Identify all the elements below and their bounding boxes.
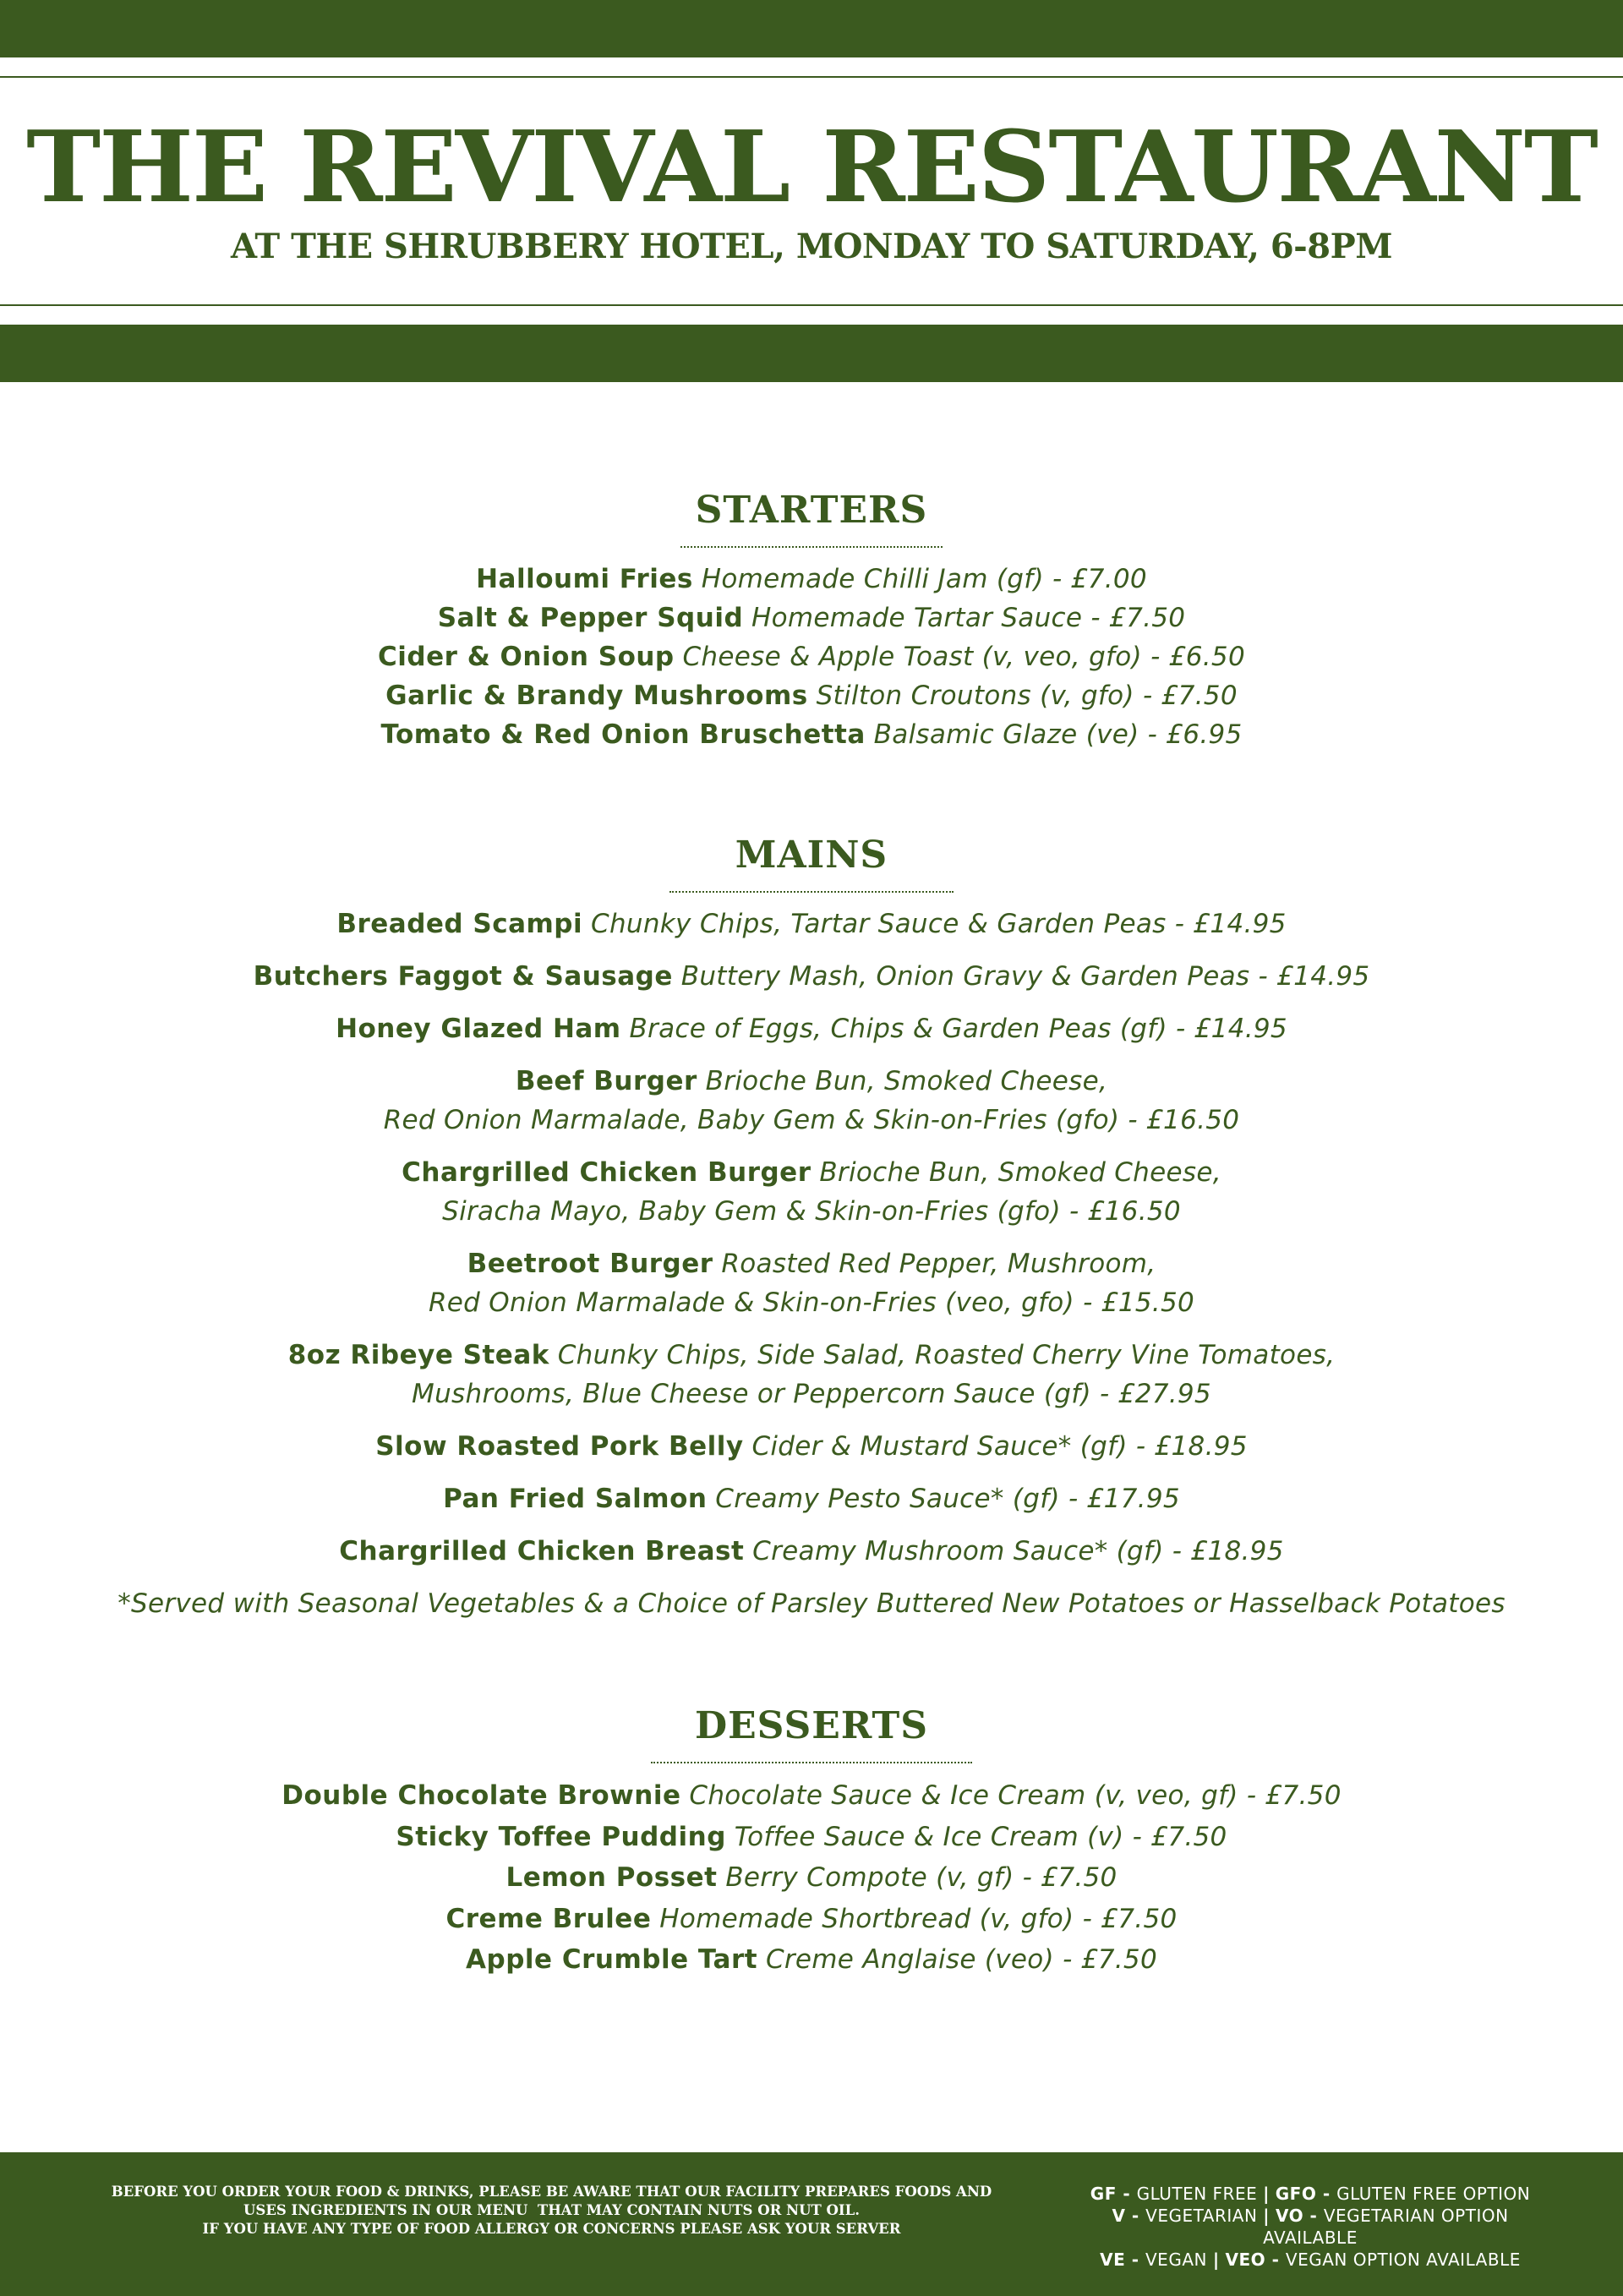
menu-item xyxy=(0,676,1623,715)
item-name: Beetroot Burger xyxy=(467,1249,713,1279)
menu-item xyxy=(0,715,1623,754)
item-name: Honey Glazed Ham xyxy=(336,1014,621,1044)
menu-item xyxy=(0,599,1623,637)
menu-item xyxy=(0,1857,1623,1899)
item-name: Pan Fried Salmon xyxy=(443,1484,708,1514)
mains-footnote: *Served with Seasonal Vegetables & a Choice of Parsley Buttered New Potatoes or Hasselback Potatoes xyxy=(117,1588,1506,1619)
menu-item xyxy=(0,957,1623,996)
item-name: Cider & Onion Soup xyxy=(378,642,675,672)
menu-item xyxy=(0,1939,1623,1981)
item-description-continued: Mushrooms, Blue Cheese or Peppercorn Sauce (gf) - £27.95 xyxy=(412,1379,1211,1409)
item-name: Creme Brulee xyxy=(445,1903,652,1934)
header-bottom-rule xyxy=(0,304,1623,306)
menu-item xyxy=(0,1775,1623,1817)
item-description: Brioche Bun, Smoked Cheese, xyxy=(819,1157,1221,1188)
legend-label: VEGETARIAN OPTION AVAILABLE xyxy=(1263,2206,1509,2248)
item-name: Garlic & Brandy Mushrooms xyxy=(385,681,808,711)
item-name: Sticky Toffee Pudding xyxy=(396,1821,726,1852)
item-description: Berry Compote (v, gf) - £7.50 xyxy=(725,1862,1118,1893)
legend-code: VO xyxy=(1275,2206,1304,2226)
item-description: Brioche Bun, Smoked Cheese, xyxy=(705,1066,1108,1096)
item-description: Toffee Sauce & Ice Cream (v) - £7.50 xyxy=(734,1821,1227,1852)
footer-band xyxy=(0,2152,1623,2296)
desserts-heading: DESSERTS xyxy=(694,1704,929,1747)
item-name: Tomato & Red Onion Bruschetta xyxy=(380,719,866,750)
header-top-rule xyxy=(0,76,1623,78)
item-description: Creamy Pesto Sauce* (gf) - £17.95 xyxy=(715,1484,1180,1514)
legend-label: VEGAN xyxy=(1145,2250,1207,2270)
starters-divider xyxy=(680,546,943,548)
item-name: Slow Roasted Pork Belly xyxy=(375,1431,744,1462)
item-description: Homemade Chilli Jam (gf) - £7.00 xyxy=(701,564,1147,594)
legend-label: GLUTEN FREE xyxy=(1136,2184,1258,2204)
item-name: Double Chocolate Brownie xyxy=(281,1780,681,1811)
item-name: Lemon Posset xyxy=(505,1862,718,1893)
item-name: Chargrilled Chicken Burger xyxy=(402,1157,812,1188)
menu-item xyxy=(0,1153,1623,1231)
item-name: Butchers Faggot & Sausage xyxy=(253,961,673,992)
item-description: Stilton Croutons (v, gfo) - £7.50 xyxy=(816,681,1238,711)
menu-item xyxy=(0,560,1623,599)
restaurant-subtitle: AT THE SHRUBBERY HOTEL, MONDAY TO SATURDAY, 6-8PM xyxy=(231,227,1392,266)
item-description: Roasted Red Pepper, Mushroom, xyxy=(721,1249,1156,1279)
menu-item xyxy=(0,1899,1623,1940)
item-description: Chocolate Sauce & Ice Cream (v, veo, gf) - £7.50 xyxy=(689,1780,1342,1811)
menu-item xyxy=(0,1479,1623,1518)
header-band xyxy=(0,325,1623,382)
item-description: Chunky Chips, Side Salad, Roasted Cherry Vine Tomatoes, xyxy=(557,1340,1336,1370)
menu-item xyxy=(0,1009,1623,1048)
legend-label: VEGAN OPTION AVAILABLE xyxy=(1285,2250,1521,2270)
legend-code: GF xyxy=(1090,2184,1117,2204)
legend-code: GFO xyxy=(1275,2184,1317,2204)
item-name: Apple Crumble Tart xyxy=(466,1944,758,1975)
menu-item xyxy=(0,1244,1623,1322)
mains-heading: MAINS xyxy=(735,834,888,877)
item-description: Brace of Eggs, Chips & Garden Peas (gf) - £14.95 xyxy=(629,1014,1287,1044)
item-name: Breaded Scampi xyxy=(336,909,583,939)
legend-row: VE - VEGAN | VEO - VEGAN OPTION AVAILABLE xyxy=(1100,2250,1521,2270)
mains-list xyxy=(0,905,1623,1623)
dietary-legend xyxy=(1074,2183,1547,2271)
legend-label: VEGETARIAN xyxy=(1145,2206,1258,2226)
menu-item xyxy=(0,1817,1623,1858)
legend-code: V xyxy=(1112,2206,1126,2226)
allergy-notice xyxy=(76,2183,1027,2239)
legend-code: VE xyxy=(1100,2250,1126,2270)
mains-section xyxy=(0,834,1623,1623)
menu-item xyxy=(0,1532,1623,1571)
legend-row: GF - GLUTEN FREE | GFO - GLUTEN FREE OPTION xyxy=(1090,2184,1531,2204)
item-description: Cheese & Apple Toast (v, veo, gfo) - £6.50 xyxy=(682,642,1245,672)
item-description: Homemade Tartar Sauce - £7.50 xyxy=(751,603,1186,633)
menu-item xyxy=(0,1427,1623,1466)
desserts-divider xyxy=(651,1762,972,1763)
item-description: Buttery Mash, Onion Gravy & Garden Peas - £14.95 xyxy=(680,961,1370,992)
menu-item xyxy=(0,637,1623,676)
legend-label: GLUTEN FREE OPTION xyxy=(1336,2184,1531,2204)
item-description: Homemade Shortbread (v, gfo) - £7.50 xyxy=(659,1903,1178,1934)
item-description-continued: Red Onion Marmalade, Baby Gem & Skin-on-Fries (gfo) - £16.50 xyxy=(383,1105,1240,1135)
menu-item xyxy=(0,1062,1623,1140)
item-name: Beef Burger xyxy=(515,1066,697,1096)
starters-list xyxy=(0,560,1623,754)
allergy-line: BEFORE YOU ORDER YOUR FOOD & DRINKS, PLEASE BE AWARE THAT OUR FACILITY PREPARES FOODS AND xyxy=(111,2184,992,2200)
legend-code: VEO xyxy=(1225,2250,1266,2270)
item-description: Creme Anglaise (veo) - £7.50 xyxy=(765,1944,1157,1975)
top-band xyxy=(0,0,1623,57)
menu-item xyxy=(0,1336,1623,1413)
desserts-section xyxy=(0,1704,1623,1981)
item-description-continued: Red Onion Marmalade & Skin-on-Fries (veo, gfo) - £15.50 xyxy=(428,1287,1195,1318)
legend-row: V - VEGETARIAN | VO - VEGETARIAN OPTION AVAILABLE xyxy=(1112,2206,1509,2248)
desserts-list xyxy=(0,1775,1623,1981)
restaurant-title: THE REVIVAL RESTAURANT xyxy=(26,110,1597,225)
starters-section xyxy=(0,489,1623,754)
item-description: Chunky Chips, Tartar Sauce & Garden Peas - £14.95 xyxy=(591,909,1287,939)
item-name: Chargrilled Chicken Breast xyxy=(339,1536,745,1566)
item-description: Creamy Mushroom Sauce* (gf) - £18.95 xyxy=(752,1536,1284,1566)
item-description: Cider & Mustard Sauce* (gf) - £18.95 xyxy=(751,1431,1248,1462)
allergy-line: IF YOU HAVE ANY TYPE OF FOOD ALLERGY OR CONCERNS PLEASE ASK YOUR SERVER xyxy=(202,2221,901,2237)
mains-divider xyxy=(669,891,954,893)
item-name: Salt & Pepper Squid xyxy=(437,603,744,633)
item-description: Balsamic Glaze (ve) - £6.95 xyxy=(873,719,1243,750)
item-name: 8oz Ribeye Steak xyxy=(287,1340,549,1370)
starters-heading: STARTERS xyxy=(695,489,928,532)
item-name: Halloumi Fries xyxy=(476,564,693,594)
allergy-line: USES INGREDIENTS IN OUR MENU THAT MAY CONTAIN NUTS OR NUT OIL. xyxy=(243,2202,860,2218)
menu-item xyxy=(0,905,1623,943)
item-description-continued: Siracha Mayo, Baby Gem & Skin-on-Fries (gfo) - £16.50 xyxy=(442,1196,1181,1227)
